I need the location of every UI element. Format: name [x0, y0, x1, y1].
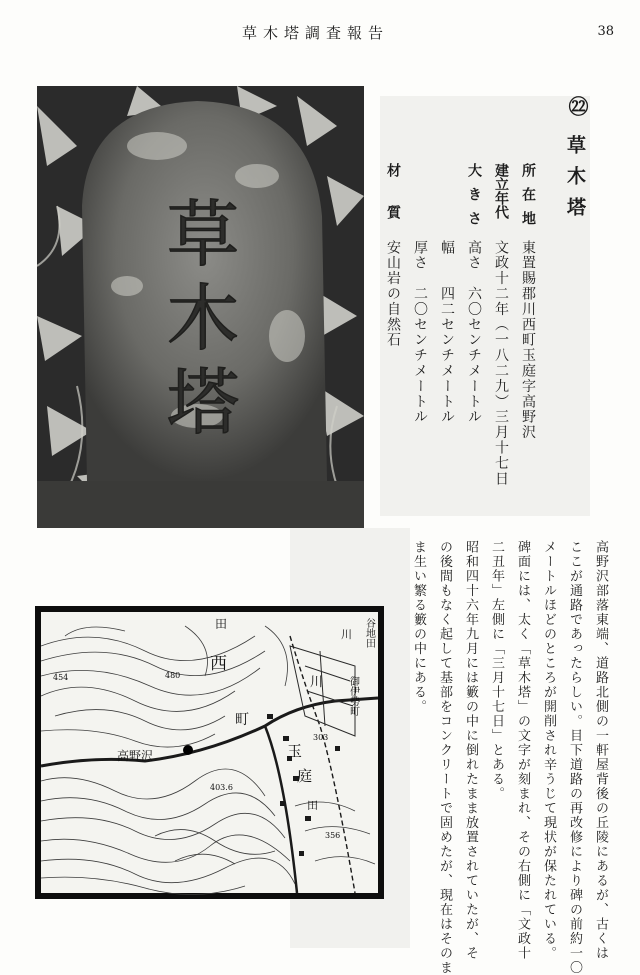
map-elevation-356: 356 — [325, 831, 341, 840]
field-label-material: 材質 — [385, 163, 401, 247]
map-elevation-454: 454 — [53, 673, 69, 682]
monument-inscription: 草木塔 — [155, 196, 239, 448]
field-value-material: 安山岩の自然石 — [385, 240, 401, 348]
field-label-size: 大きさ — [466, 163, 482, 235]
page-header-title: 草木塔調査報告 — [242, 24, 390, 42]
body-line-5: 二丑年」左側に「三月十七日」とある。 — [489, 540, 504, 801]
map-label-river: 川 — [310, 675, 324, 690]
body-line-4: 碑面には、太く「草木塔」の文字が刻まれ、その右側に「文政十 — [515, 540, 530, 961]
field-value-depth: 厚さ 二〇センチメートル — [412, 240, 428, 425]
body-line-6: 昭和四十六年九月には籔の中に倒れたまま放置されていたが、そ — [463, 540, 478, 961]
map-label-pond: 谷地田 — [363, 618, 375, 648]
body-line-2: ここが通路であったらしい。目下道路の再改修により碑の前約一〇 — [567, 540, 582, 975]
field-value-location: 東置賜郡川西町玉庭字高野沢 — [520, 240, 536, 441]
page-number: 38 — [597, 24, 614, 39]
map-label-ta: 田 — [215, 617, 228, 631]
field-value-width: 幅 四二センチメートル — [439, 240, 455, 425]
entry-number: ㉒ — [565, 96, 589, 116]
map-label-kawa: 川 — [341, 628, 352, 641]
map-label-takanosawa: 高野沢 — [117, 749, 154, 763]
body-line-3: メートルほどのところが開削され辛うじて現状が保たれている。 — [541, 540, 556, 961]
field-label-location: 所在地 — [520, 163, 536, 235]
body-line-8: ま生い繁る籔の中にある。 — [411, 540, 426, 714]
map-label-nishi: 西 — [210, 654, 227, 674]
map-label-oise: 御伊勢町 — [347, 676, 359, 716]
location-map — [35, 606, 384, 899]
map-elevation-480: 480 — [165, 671, 181, 680]
field-value-height: 高さ 六〇センチメートル — [466, 240, 482, 425]
map-label-ta2: 田 — [307, 799, 318, 812]
monument-photo — [37, 86, 364, 528]
monument-photo-graphic — [37, 86, 364, 528]
body-line-7: の後間もなく起して基部をコンクリートで固めたが、現在はそのま — [437, 540, 452, 975]
field-value-year: 文政十二年（一八二九）三月十七日 — [493, 240, 509, 487]
body-line-1: 高野沢部落東端、道路北側の一軒屋背後の丘陵にあるが、古くは — [593, 540, 608, 961]
map-label-machi: 町 — [235, 712, 249, 728]
map-elevation-403: 403.6 — [210, 783, 233, 792]
field-label-year: 建立年代 — [493, 163, 509, 219]
map-elevation-303: 303 — [313, 733, 329, 742]
location-map-graphic — [35, 606, 384, 899]
map-label-tama: 玉 — [287, 742, 303, 760]
monument-location-marker — [183, 745, 193, 755]
map-label-niwa: 庭 — [297, 767, 313, 785]
entry-title: 草木塔 — [564, 135, 586, 228]
